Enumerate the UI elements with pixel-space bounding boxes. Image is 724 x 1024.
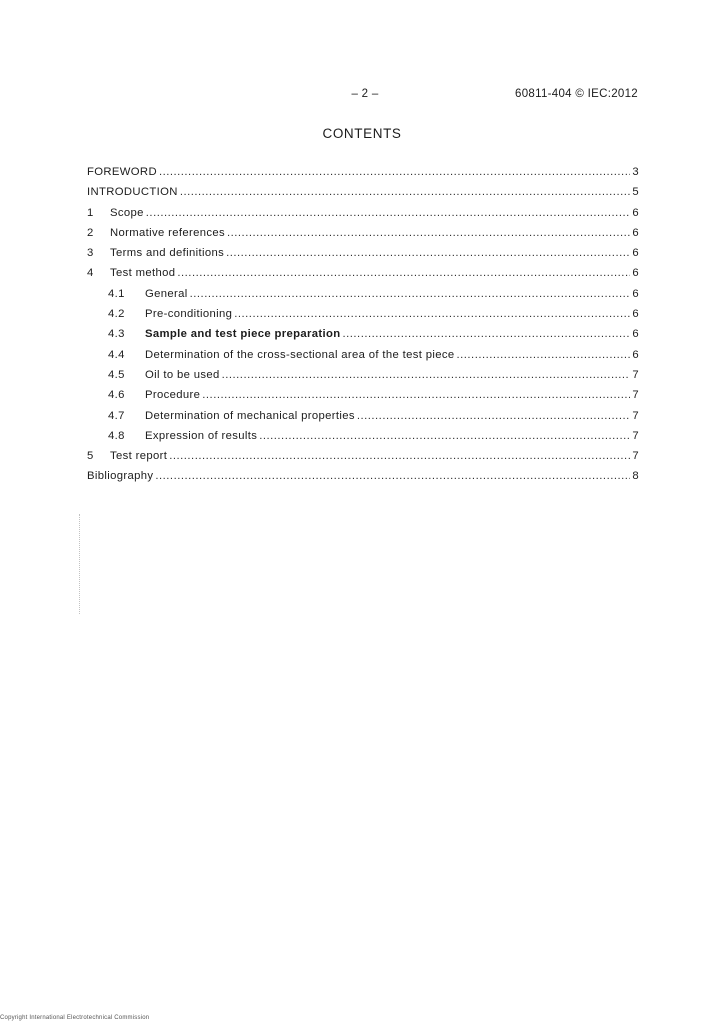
toc-entry-number: 4 — [87, 267, 94, 280]
toc-entry[interactable] — [87, 410, 639, 430]
toc-entry-number: 4.6 — [108, 389, 125, 402]
toc-entry-page: 7 — [632, 389, 639, 402]
toc-dot-leader — [190, 288, 631, 300]
toc-entry-page: 6 — [632, 226, 639, 239]
toc-entry-page: 7 — [632, 368, 639, 381]
toc-entry[interactable] — [87, 450, 639, 470]
toc-entry-page: 5 — [632, 186, 639, 199]
toc-entry-title: Bibliography — [87, 470, 154, 483]
margin-marks — [79, 514, 82, 614]
page-number: – 2 – — [351, 88, 379, 100]
toc-entry[interactable] — [87, 247, 639, 267]
toc-entry-page: 6 — [632, 247, 639, 260]
toc-entry[interactable] — [87, 288, 639, 308]
toc-entry-page: 6 — [632, 348, 639, 361]
toc-entry[interactable] — [87, 227, 639, 247]
toc-dot-leader — [177, 267, 630, 279]
toc-dot-leader — [457, 349, 631, 361]
toc-entry[interactable] — [87, 207, 639, 227]
toc-entry-number: 4.7 — [108, 409, 125, 422]
toc-entry-title: Test report — [110, 450, 168, 463]
toc-entry-number: 4.5 — [108, 368, 125, 381]
toc-entry[interactable] — [87, 308, 639, 328]
toc-dot-leader — [357, 410, 631, 422]
toc-entry-title: Procedure — [145, 389, 201, 402]
toc-entry-title: Determination of the cross-sectional area of the test piece — [145, 348, 455, 361]
toc-entry-page: 3 — [632, 166, 639, 178]
toc-entry-title: Normative references — [110, 226, 225, 239]
toc-dot-leader — [159, 166, 630, 178]
toc-entry[interactable] — [87, 430, 639, 450]
toc-entry-title: Scope — [110, 206, 144, 219]
toc-entry-title: Determination of mechanical properties — [145, 409, 355, 422]
toc-entry[interactable] — [87, 328, 639, 348]
toc-entry-number: 4.2 — [108, 308, 125, 321]
toc-entry-page: 6 — [632, 287, 639, 300]
toc-entry-number: 2 — [87, 226, 94, 239]
toc-entry[interactable] — [87, 389, 639, 409]
toc-entry-title: FOREWORD — [87, 166, 157, 178]
toc-entry-page: 8 — [632, 470, 639, 483]
toc-entry[interactable] — [87, 186, 639, 206]
toc-entry[interactable] — [87, 349, 639, 369]
toc-entry-number: 3 — [87, 247, 94, 260]
toc-entry-title: Terms and definitions — [110, 247, 225, 260]
toc-entry-page: 7 — [632, 429, 639, 442]
toc-entry-page: 7 — [632, 450, 639, 463]
toc-entry[interactable] — [87, 166, 639, 186]
toc-dot-leader — [155, 470, 630, 482]
toc-entry-title: INTRODUCTION — [87, 186, 178, 199]
toc-dot-leader — [222, 369, 631, 381]
toc-dot-leader — [169, 450, 630, 462]
toc-entry-page: 6 — [632, 308, 639, 321]
toc-dot-leader — [343, 328, 631, 340]
toc-dot-leader — [202, 389, 630, 401]
toc-dot-leader — [227, 227, 630, 239]
toc-entry-title: Expression of results — [145, 429, 258, 442]
toc-dot-leader — [259, 430, 630, 442]
toc-entry[interactable] — [87, 267, 639, 287]
toc-dot-leader — [146, 207, 631, 219]
toc-entry-number: 5 — [87, 450, 94, 463]
toc-entry[interactable] — [87, 470, 639, 490]
toc-entry-title: Pre-conditioning — [145, 308, 233, 321]
toc-entry-page: 6 — [632, 267, 639, 280]
toc-entry-title: Sample and test piece preparation — [145, 328, 341, 341]
toc-entry-title: Test method — [110, 267, 176, 280]
toc-entry[interactable] — [87, 369, 639, 389]
toc-entry-number: 4.4 — [108, 348, 125, 361]
contents-title: CONTENTS — [322, 126, 402, 141]
toc-entry-title: Oil to be used — [145, 368, 220, 381]
toc-entry-number: 1 — [87, 206, 94, 219]
toc-entry-number: 4.1 — [108, 287, 125, 300]
toc-entry-number: 4.8 — [108, 429, 125, 442]
toc-entry-page: 7 — [632, 409, 639, 422]
toc-entry-page: 6 — [632, 328, 639, 341]
toc-dot-leader — [234, 308, 630, 320]
toc-entry-number: 4.3 — [108, 328, 125, 341]
copyright-notice: Copyright International Electrotechnical Commission — [0, 1015, 150, 1021]
toc-entry-title: General — [145, 287, 188, 300]
document-reference: 60811-404 © IEC:2012 — [515, 88, 638, 100]
table-of-contents — [87, 166, 639, 491]
toc-dot-leader — [226, 247, 630, 259]
toc-dot-leader — [180, 186, 631, 198]
toc-entry-page: 6 — [632, 206, 639, 219]
